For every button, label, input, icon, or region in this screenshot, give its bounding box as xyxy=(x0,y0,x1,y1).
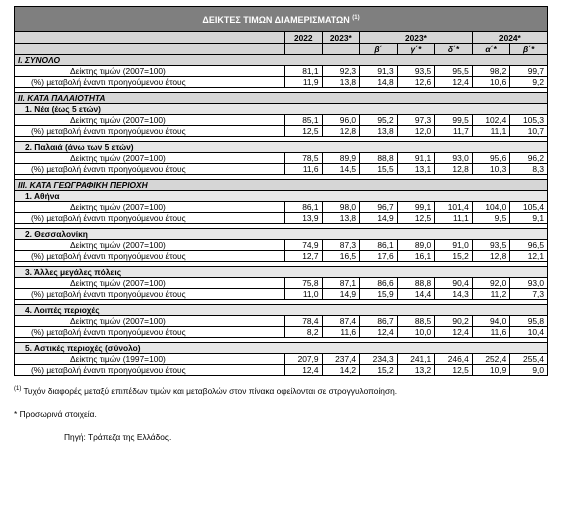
table-row xyxy=(15,115,548,126)
table-row xyxy=(15,202,548,213)
value-cell: 12,1 xyxy=(510,251,548,262)
value-cell: 15,2 xyxy=(360,365,398,376)
table-notes xyxy=(14,386,548,442)
value-cell: 95,6 xyxy=(472,153,510,164)
subsection-header xyxy=(15,104,548,115)
source-note: Πηγή: Τράπεζα της Ελλάδος. xyxy=(64,432,172,442)
value-cell: 11,6 xyxy=(472,327,510,338)
value-cell: 12,8 xyxy=(435,164,473,175)
value-cell: 85,1 xyxy=(285,115,323,126)
value-cell: 92,3 xyxy=(322,66,360,77)
subsection-header-label: 2. Θεσσαλονίκη xyxy=(15,229,548,240)
value-cell: 81,1 xyxy=(285,66,323,77)
value-cell: 98,2 xyxy=(472,66,510,77)
value-cell: 14,5 xyxy=(322,164,360,175)
header-quarter: γ΄* xyxy=(397,44,435,55)
header-empty xyxy=(15,32,285,44)
row-label: (%) μεταβολή έναντι προηγούμενου έτους xyxy=(15,289,285,300)
subsection-header xyxy=(15,343,548,354)
value-cell: 10,7 xyxy=(510,126,548,137)
value-cell: 87,1 xyxy=(322,278,360,289)
apartment-price-index-document xyxy=(14,6,548,455)
value-cell: 234,3 xyxy=(360,354,398,365)
section-header-label: II. ΚΑΤΑ ΠΑΛΑΙΟΤΗΤΑ xyxy=(15,93,548,104)
row-label: Δείκτης τιμών (2007=100) xyxy=(15,278,285,289)
value-cell: 101,4 xyxy=(435,202,473,213)
subsection-header xyxy=(15,191,548,202)
row-label: (%) μεταβολή έναντι προηγούμενου έτους xyxy=(15,251,285,262)
row-label: (%) μεταβολή έναντι προηγούμενου έτους xyxy=(15,164,285,175)
value-cell: 86,1 xyxy=(285,202,323,213)
header-year-2023: 2023* xyxy=(322,32,360,44)
value-cell: 9,1 xyxy=(510,213,548,224)
value-cell: 10,9 xyxy=(472,365,510,376)
value-cell: 11,6 xyxy=(285,164,323,175)
value-cell: 11,1 xyxy=(435,213,473,224)
section-header xyxy=(15,93,548,104)
value-cell: 12,5 xyxy=(435,365,473,376)
table-title-row xyxy=(15,7,548,32)
row-label: (%) μεταβολή έναντι προηγούμενου έτους xyxy=(15,327,285,338)
value-cell: 10,6 xyxy=(472,77,510,88)
value-cell: 12,4 xyxy=(360,327,398,338)
value-cell: 105,4 xyxy=(510,202,548,213)
value-cell: 91,3 xyxy=(360,66,398,77)
table-row xyxy=(15,126,548,137)
value-cell: 12,5 xyxy=(397,213,435,224)
value-cell: 12,4 xyxy=(435,327,473,338)
value-cell: 16,5 xyxy=(322,251,360,262)
table-row xyxy=(15,66,548,77)
value-cell: 13,9 xyxy=(285,213,323,224)
header-group-2024: 2024* xyxy=(472,32,547,44)
value-cell: 88,8 xyxy=(397,278,435,289)
value-cell: 8,2 xyxy=(285,327,323,338)
row-label: (%) μεταβολή έναντι προηγούμενου έτους xyxy=(15,126,285,137)
value-cell: 90,4 xyxy=(435,278,473,289)
value-cell: 10,4 xyxy=(510,327,548,338)
value-cell: 91,0 xyxy=(435,240,473,251)
value-cell: 16,1 xyxy=(397,251,435,262)
row-label: Δείκτης τιμών (2007=100) xyxy=(15,202,285,213)
table-row xyxy=(15,213,548,224)
subsection-header-label: 1. Νέα (έως 5 ετών) xyxy=(15,104,548,115)
table-title: ΔΕΙΚΤΕΣ ΤΙΜΩΝ ΔΙΑΜΕΡΙΣΜΑΤΩΝ $^{(1)}$ xyxy=(15,7,548,32)
value-cell: 9,0 xyxy=(510,365,548,376)
table-row xyxy=(15,327,548,338)
row-label: (%) μεταβολή έναντι προηγούμενου έτους xyxy=(15,213,285,224)
value-cell: 88,8 xyxy=(360,153,398,164)
value-cell: 7,3 xyxy=(510,289,548,300)
value-cell: 11,1 xyxy=(472,126,510,137)
value-cell: 99,1 xyxy=(397,202,435,213)
table-row xyxy=(15,164,548,175)
value-cell: 90,2 xyxy=(435,316,473,327)
row-label: Δείκτης τιμών (2007=100) xyxy=(15,115,285,126)
value-cell: 95,5 xyxy=(435,66,473,77)
footnote-text: Τυχόν διαφορές μεταξύ επιπέδων τιμών και μεταβολών στον πίνακα οφείλονται σε στρογγυλοποίηση. xyxy=(21,386,398,396)
value-cell: 93,0 xyxy=(510,278,548,289)
value-cell: 91,1 xyxy=(397,153,435,164)
row-label: Δείκτης τιμών (2007=100) xyxy=(15,66,285,77)
subsection-header-label: 5. Αστικές περιοχές (σύνολο) xyxy=(15,343,548,354)
value-cell: 95,2 xyxy=(360,115,398,126)
header-empty xyxy=(285,44,323,55)
value-cell: 12,8 xyxy=(472,251,510,262)
value-cell: 12,7 xyxy=(285,251,323,262)
value-cell: 99,7 xyxy=(510,66,548,77)
value-cell: 14,9 xyxy=(322,289,360,300)
value-cell: 9,2 xyxy=(510,77,548,88)
value-cell: 87,4 xyxy=(322,316,360,327)
value-cell: 88,5 xyxy=(397,316,435,327)
header-empty xyxy=(322,44,360,55)
row-label: Δείκτης τιμών (2007=100) xyxy=(15,316,285,327)
value-cell: 93,5 xyxy=(397,66,435,77)
value-cell: 99,5 xyxy=(435,115,473,126)
header-group-2023: 2023* xyxy=(360,32,473,44)
value-cell: 96,5 xyxy=(510,240,548,251)
value-cell: 10,3 xyxy=(472,164,510,175)
value-cell: 86,1 xyxy=(360,240,398,251)
section-header xyxy=(15,180,548,191)
section-header xyxy=(15,55,548,66)
value-cell: 93,0 xyxy=(435,153,473,164)
value-cell: 13,1 xyxy=(397,164,435,175)
value-cell: 89,0 xyxy=(397,240,435,251)
value-cell: 8,3 xyxy=(510,164,548,175)
value-cell: 11,9 xyxy=(285,77,323,88)
value-cell: 105,3 xyxy=(510,115,548,126)
value-cell: 12,6 xyxy=(397,77,435,88)
value-cell: 11,6 xyxy=(322,327,360,338)
subsection-header-label: 4. Λοιπές περιοχές xyxy=(15,305,548,316)
value-cell: 75,8 xyxy=(285,278,323,289)
section-header-label: I. ΣΥΝΟΛΟ xyxy=(15,55,548,66)
value-cell: 252,4 xyxy=(472,354,510,365)
value-cell: 15,9 xyxy=(360,289,398,300)
table-row xyxy=(15,278,548,289)
value-cell: 9,5 xyxy=(472,213,510,224)
value-cell: 96,7 xyxy=(360,202,398,213)
value-cell: 89,9 xyxy=(322,153,360,164)
value-cell: 96,2 xyxy=(510,153,548,164)
header-quarter: α΄* xyxy=(472,44,510,55)
header-quarter: β΄ xyxy=(360,44,398,55)
value-cell: 95,8 xyxy=(510,316,548,327)
subsection-header xyxy=(15,229,548,240)
value-cell: 17,6 xyxy=(360,251,398,262)
value-cell: 93,5 xyxy=(472,240,510,251)
value-cell: 207,9 xyxy=(285,354,323,365)
value-cell: 98,0 xyxy=(322,202,360,213)
value-cell: 12,4 xyxy=(285,365,323,376)
row-label: Δείκτης τιμών (1997=100) xyxy=(15,354,285,365)
table-row xyxy=(15,365,548,376)
header-row-quarters xyxy=(15,44,548,55)
value-cell: 15,2 xyxy=(435,251,473,262)
value-cell: 96,0 xyxy=(322,115,360,126)
header-year-2022: 2022 xyxy=(285,32,323,44)
value-cell: 13,8 xyxy=(322,213,360,224)
subsection-header-label: 3. Άλλες μεγάλες πόλεις xyxy=(15,267,548,278)
value-cell: 78,4 xyxy=(285,316,323,327)
value-cell: 104,0 xyxy=(472,202,510,213)
value-cell: 11,7 xyxy=(435,126,473,137)
value-cell: 14,8 xyxy=(360,77,398,88)
subsection-header xyxy=(15,142,548,153)
header-quarter: β΄* xyxy=(510,44,548,55)
value-cell: 12,5 xyxy=(285,126,323,137)
value-cell: 87,3 xyxy=(322,240,360,251)
value-cell: 13,8 xyxy=(360,126,398,137)
value-cell: 241,1 xyxy=(397,354,435,365)
value-cell: 14,3 xyxy=(435,289,473,300)
table-row xyxy=(15,240,548,251)
value-cell: 13,8 xyxy=(322,77,360,88)
subsection-header-label: 2. Παλαιά (άνω των 5 ετών) xyxy=(15,142,548,153)
row-label: (%) μεταβολή έναντι προηγούμενου έτους xyxy=(15,77,285,88)
value-cell: 14,2 xyxy=(322,365,360,376)
value-cell: 12,8 xyxy=(322,126,360,137)
value-cell: 94,0 xyxy=(472,316,510,327)
table-row xyxy=(15,153,548,164)
value-cell: 15,5 xyxy=(360,164,398,175)
subsection-header xyxy=(15,305,548,316)
header-quarter: δ΄* xyxy=(435,44,473,55)
price-index-table xyxy=(14,6,548,376)
value-cell: 13,2 xyxy=(397,365,435,376)
value-cell: 14,9 xyxy=(360,213,398,224)
value-cell: 92,0 xyxy=(472,278,510,289)
table-row xyxy=(15,77,548,88)
header-row-years xyxy=(15,32,548,44)
subsection-header-label: 1. Αθήνα xyxy=(15,191,548,202)
value-cell: 74,9 xyxy=(285,240,323,251)
table-row xyxy=(15,251,548,262)
value-cell: 14,4 xyxy=(397,289,435,300)
footnote-mark: (1) xyxy=(14,386,22,393)
section-header-label: III. ΚΑΤΑ ΓΕΩΓΡΑΦΙΚΗ ΠΕΡΙΟΧΗ xyxy=(15,180,548,191)
value-cell: 10,0 xyxy=(397,327,435,338)
subsection-header xyxy=(15,267,548,278)
row-label: Δείκτης τιμών (2007=100) xyxy=(15,240,285,251)
row-label: Δείκτης τιμών (2007=100) xyxy=(15,153,285,164)
header-empty xyxy=(15,44,285,55)
value-cell: 11,2 xyxy=(472,289,510,300)
value-cell: 78,5 xyxy=(285,153,323,164)
value-cell: 12,4 xyxy=(435,77,473,88)
table-row xyxy=(15,354,548,365)
row-label: (%) μεταβολή έναντι προηγούμενου έτους xyxy=(15,365,285,376)
value-cell: 12,0 xyxy=(397,126,435,137)
provisional-note: * Προσωρινά στοιχεία. xyxy=(14,409,97,419)
value-cell: 11,0 xyxy=(285,289,323,300)
table-row xyxy=(15,289,548,300)
value-cell: 97,3 xyxy=(397,115,435,126)
value-cell: 102,4 xyxy=(472,115,510,126)
value-cell: 237,4 xyxy=(322,354,360,365)
value-cell: 86,7 xyxy=(360,316,398,327)
value-cell: 246,4 xyxy=(435,354,473,365)
value-cell: 86,6 xyxy=(360,278,398,289)
footnote xyxy=(14,386,548,396)
value-cell: 255,4 xyxy=(510,354,548,365)
table-row xyxy=(15,316,548,327)
